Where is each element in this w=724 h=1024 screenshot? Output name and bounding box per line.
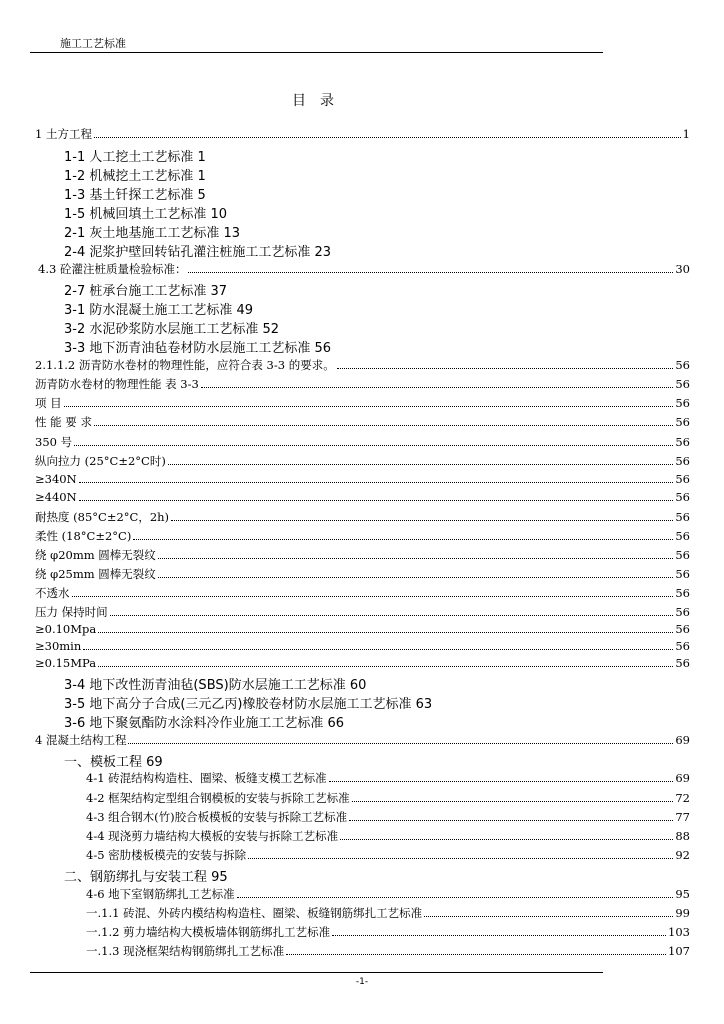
- toc-entry[interactable]: 绕 φ20mm 圆棒无裂纹 56: [35, 548, 690, 562]
- toc-entry[interactable]: 纵向拉力 (25°C±2°C时) 56: [35, 454, 690, 468]
- toc-entry[interactable]: 2.1.1.2 沥青防水卷材的物理性能，应符合表 3-3 的要求。 56: [35, 358, 690, 372]
- toc-entry[interactable]: 2-4 泥浆护壁回转钻孔灌注桩施工工艺标准 23: [64, 245, 332, 260]
- toc-entry[interactable]: 2-7 桩承台施工工艺标准 37: [64, 284, 228, 299]
- toc-entry[interactable]: 沥青防水卷材的物理性能 表 3-3 56: [35, 377, 690, 391]
- toc-entry[interactable]: ≥0.10Mpa 56: [35, 622, 690, 636]
- toc-entry[interactable]: 1-1 人工挖土工艺标准 1: [64, 150, 206, 165]
- toc-entry[interactable]: 性 能 要 求 56: [35, 415, 690, 429]
- toc-entry[interactable]: 2-1 灰土地基施工工艺标准 13: [64, 226, 241, 241]
- toc-entry[interactable]: ≥30min 56: [35, 639, 690, 653]
- toc-entry[interactable]: 1-2 机械挖土工艺标准 1: [64, 169, 206, 184]
- toc-entry[interactable]: 4-3 组合钢木(竹)胶合板模板的安装与拆除工艺标准 77: [86, 810, 690, 824]
- toc-entry[interactable]: 3-2 水泥砂浆防水层施工工艺标准 52: [64, 322, 280, 337]
- toc-entry[interactable]: 一.1.3 现浇框架结构钢筋绑扎工艺标准 107: [86, 944, 690, 958]
- toc-entry[interactable]: 4-2 框架结构定型组合钢模板的安装与拆除工艺标准 72: [86, 791, 690, 805]
- toc-entry[interactable]: 4-6 地下室钢筋绑扎工艺标准 95: [86, 887, 690, 901]
- toc-entry[interactable]: ≥0.15MPa 56: [35, 656, 690, 670]
- toc-entry[interactable]: 耐热度 (85°C±2°C，2h) 56: [35, 510, 690, 524]
- toc-entry[interactable]: 350 号 56: [35, 435, 690, 449]
- toc-entry[interactable]: 4 混凝土结构工程 69: [35, 733, 690, 747]
- toc-entry[interactable]: 一.1.2 剪力墙结构大模板墙体钢筋绑扎工艺标准 103: [86, 925, 690, 939]
- toc-entry[interactable]: 二、钢筋绑扎与安装工程 95: [64, 870, 228, 885]
- toc-entry[interactable]: 3-4 地下改性沥青油毡(SBS)防水层施工工艺标准 60: [64, 678, 367, 693]
- toc-entry[interactable]: 3-6 地下聚氨酯防水涂料冷作业施工工艺标准 66: [64, 716, 345, 731]
- toc-entry[interactable]: 不透水 56: [35, 586, 690, 600]
- toc-entry[interactable]: 压力 保持时间 56: [35, 605, 690, 619]
- toc-entry[interactable]: 项 目 56: [35, 396, 690, 410]
- footer-rule: [30, 972, 603, 973]
- toc-entry[interactable]: 3-3 地下沥青油毡卷材防水层施工工艺标准 56: [64, 341, 332, 356]
- toc-entry[interactable]: 4.3 砼灌注桩质量检验标准： 30: [38, 262, 690, 276]
- toc-entry[interactable]: ≥440N 56: [35, 490, 690, 504]
- page-number: -1-: [355, 977, 369, 987]
- toc-entry[interactable]: 柔性 (18°C±2°C) 56: [35, 529, 690, 543]
- running-header: 施工工艺标准: [60, 37, 126, 50]
- toc-entry[interactable]: 3-1 防水混凝土施工工艺标准 49: [64, 303, 254, 318]
- toc-entry[interactable]: 4-5 密肋楼板模壳的安装与拆除 92: [86, 848, 690, 862]
- toc-entry[interactable]: ≥340N 56: [35, 472, 690, 486]
- toc-entry[interactable]: 1-5 机械回填土工艺标准 10: [64, 207, 228, 222]
- toc-entry[interactable]: 一.1.1 砖混、外砖内模结构构造柱、圈梁、板缝钢筋绑扎工艺标准 99: [86, 906, 690, 920]
- page-title: 目录: [292, 93, 348, 109]
- toc-entry[interactable]: 绕 φ25mm 圆棒无裂纹 56: [35, 567, 690, 581]
- toc-entry[interactable]: 一、模板工程 69: [64, 755, 163, 770]
- toc-entry[interactable]: 1 土方工程 1: [35, 127, 690, 141]
- toc-entry[interactable]: 4-1 砖混结构构造柱、圈梁、板缝支模工艺标准 69: [86, 771, 690, 785]
- toc-entry[interactable]: 1-3 基土钎探工艺标准 5: [64, 188, 206, 203]
- toc-entry[interactable]: 3-5 地下高分子合成(三元乙丙)橡胶卷材防水层施工工艺标准 63: [64, 697, 433, 712]
- toc-entry[interactable]: 4-4 现浇剪力墙结构大模板的安装与拆除工艺标准 88: [86, 829, 690, 843]
